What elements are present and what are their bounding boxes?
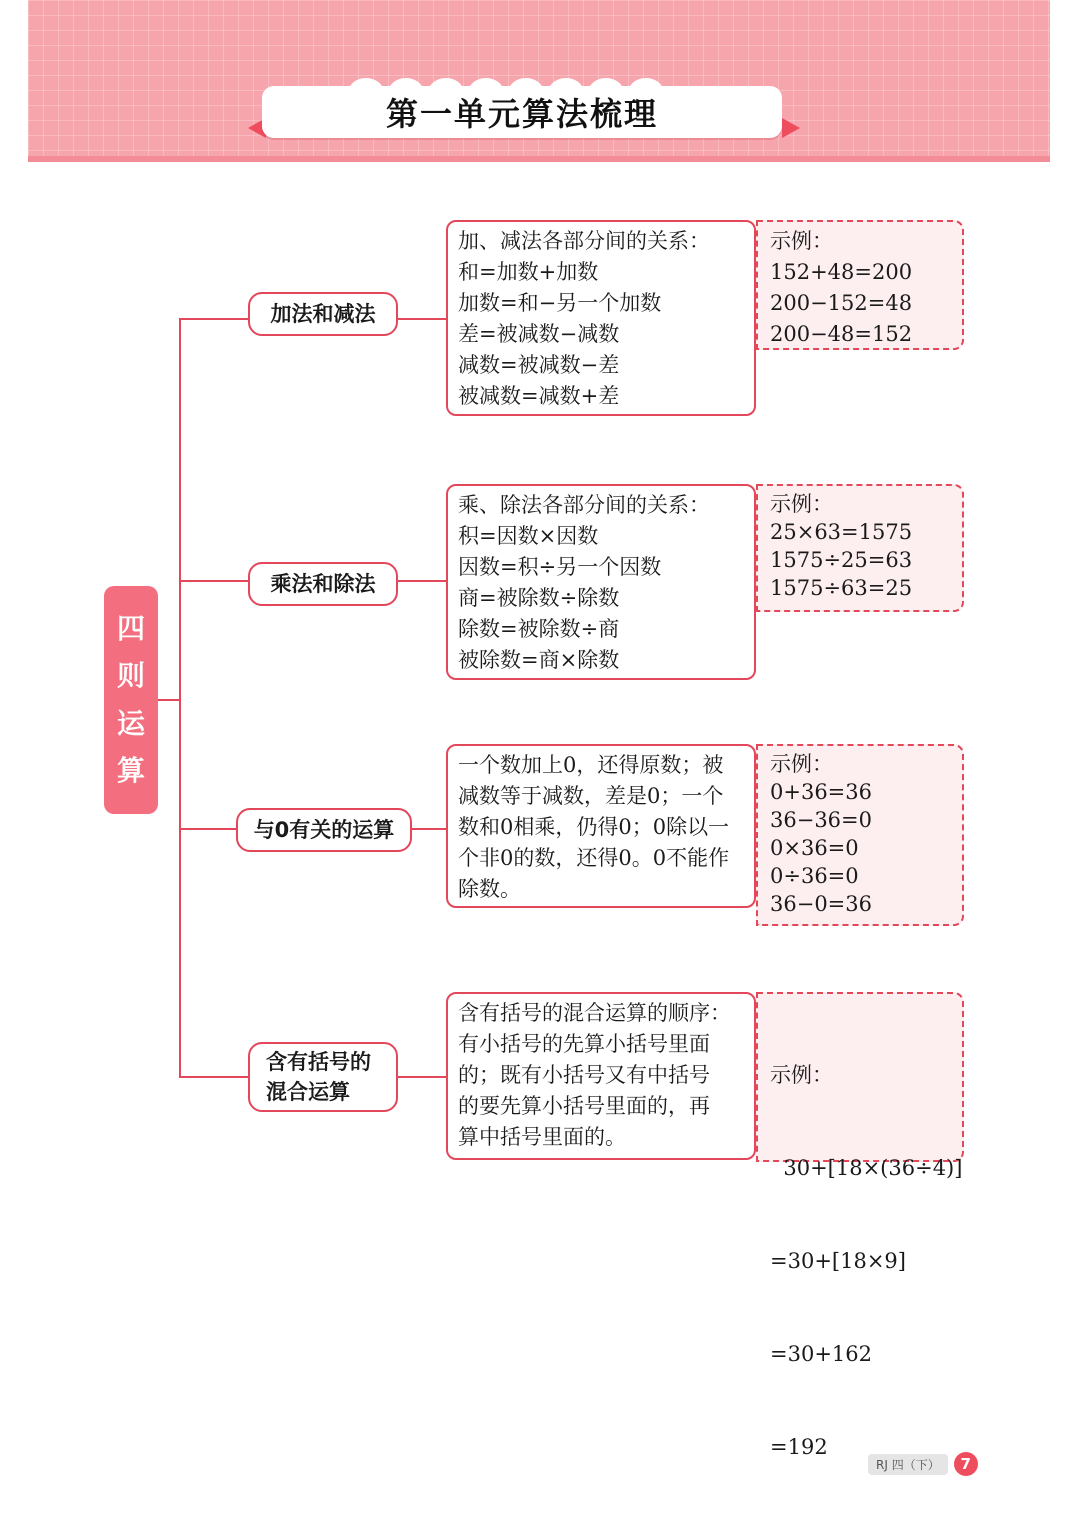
example-line: 200−48=152 xyxy=(770,322,913,346)
connector-branch-1-to-rule xyxy=(398,318,448,320)
connector-to-branch-3 xyxy=(179,828,237,830)
rule-line: 被除数=商×除数 xyxy=(458,648,620,672)
rules-box-operations-with-zero xyxy=(446,744,756,908)
connector-branch-4-to-rule xyxy=(398,1076,448,1078)
example-title: 示例： xyxy=(770,492,833,516)
banner-right-ribbon xyxy=(782,118,800,138)
root-char: 四 xyxy=(116,612,145,646)
rules-box-mixed-operations xyxy=(446,992,756,1160)
example-line: 0÷36=0 xyxy=(770,864,859,888)
rules-box-multiplication-division xyxy=(446,484,756,680)
example-line: 25×63=1575 xyxy=(770,520,913,544)
example-line: 36−36=0 xyxy=(770,808,872,832)
example-line: 36−0=36 xyxy=(770,892,872,916)
example-box-mixed-operations xyxy=(756,992,964,1459)
rule-line: 有小括号的先算小括号里面 xyxy=(458,1032,710,1056)
connector-trunk xyxy=(179,318,181,1078)
example-line: =192 xyxy=(770,1435,828,1459)
example-box-operations-with-zero xyxy=(756,744,964,926)
rule-line: 个非0的数，还得0。0不能作 xyxy=(458,846,730,870)
rule-line: 商=被除数÷除数 xyxy=(458,586,620,610)
example-title: 示例： xyxy=(770,1063,833,1087)
example-box-addition-subtraction xyxy=(756,220,964,350)
rule-line: 除数。 xyxy=(458,877,521,901)
rule-line: 数和0相乘，仍得0；0除以一 xyxy=(458,815,730,839)
example-line: =30+162 xyxy=(770,1342,872,1366)
rule-line: 含有括号的混合运算的顺序： xyxy=(458,1001,731,1025)
rule-line: 乘、除法各部分间的关系： xyxy=(458,493,710,517)
connector-to-branch-1 xyxy=(179,318,249,320)
book-tag: RJ 四（下） xyxy=(868,1454,948,1475)
connector-to-branch-2 xyxy=(179,580,249,582)
rule-line: 因数=积÷另一个因数 xyxy=(458,555,662,579)
branch-label-line: 含有括号的 xyxy=(266,1049,371,1074)
example-box-multiplication-division xyxy=(756,484,964,612)
rules-box-addition-subtraction xyxy=(446,220,756,416)
page-number: 7 xyxy=(954,1452,978,1476)
connector-branch-2-to-rule xyxy=(398,580,448,582)
example-line: 1575÷25=63 xyxy=(770,548,913,572)
branch-label: 乘法和除法 xyxy=(270,571,376,596)
rule-line: 被减数=减数+差 xyxy=(458,384,620,408)
rule-line: 一个数加上0，还得原数；被 xyxy=(458,753,724,777)
rule-line: 减数=被减数−差 xyxy=(458,353,620,377)
rule-line: 和=加数+加数 xyxy=(458,260,599,284)
example-line: 200−152=48 xyxy=(770,291,913,315)
root-char: 则 xyxy=(116,659,145,693)
rule-line: 的要先算小括号里面的，再 xyxy=(458,1094,710,1118)
page-footer xyxy=(868,1450,978,1478)
rule-line: 的；既有小括号又有中括号 xyxy=(458,1063,710,1087)
example-title: 示例： xyxy=(770,752,833,776)
example-line: 0+36=36 xyxy=(770,780,872,804)
example-line: 30+[18×(36÷4)] xyxy=(770,1156,963,1180)
root-node-four-operations xyxy=(104,586,158,814)
title-banner xyxy=(248,78,800,140)
rule-line: 除数=被除数÷商 xyxy=(458,617,620,641)
example-line: =30+[18×9] xyxy=(770,1249,906,1273)
branch-addition-subtraction xyxy=(248,292,398,336)
branch-multiplication-division xyxy=(248,562,398,606)
connector-branch-3-to-rule xyxy=(410,828,448,830)
page-title: 第一单元算法梳理 xyxy=(262,86,782,138)
example-title: 示例： xyxy=(770,229,833,253)
rule-line: 加、减法各部分间的关系： xyxy=(458,229,710,253)
connector-root-to-trunk xyxy=(158,699,180,701)
rule-line: 算中括号里面的。 xyxy=(458,1125,626,1149)
branch-mixed-operations-with-brackets xyxy=(248,1042,398,1112)
root-char: 算 xyxy=(116,753,145,787)
branch-operations-with-zero xyxy=(236,808,412,852)
rule-line: 减数等于减数，差是0；一个 xyxy=(458,784,724,808)
branch-label: 加法和减法 xyxy=(270,301,376,326)
branch-label: 与0有关的运算 xyxy=(253,817,395,842)
example-line: 1575÷63=25 xyxy=(770,576,913,600)
root-char: 运 xyxy=(116,706,145,740)
rule-line: 加数=和−另一个加数 xyxy=(458,291,662,315)
branch-label-line: 混合运算 xyxy=(266,1080,350,1104)
rule-line: 差=被减数−减数 xyxy=(458,322,620,346)
rule-line: 积=因数×因数 xyxy=(458,524,599,548)
example-line: 0×36=0 xyxy=(770,836,859,860)
example-line: 152+48=200 xyxy=(770,260,913,284)
connector-to-branch-4 xyxy=(179,1076,249,1078)
